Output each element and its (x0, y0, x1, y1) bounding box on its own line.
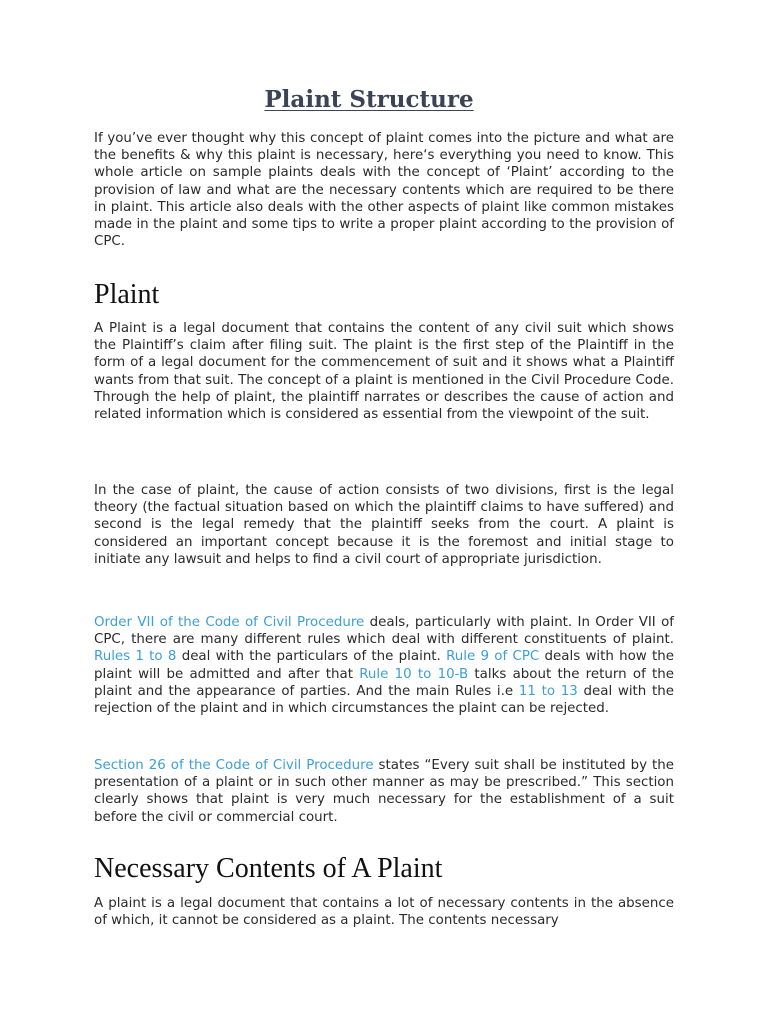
text-segment: deals with how the plaint will be admitted and after that (94, 649, 675, 682)
heading-plaint: Plaint (94, 279, 160, 310)
text-segment: deal with the rejection of the plaint and in which circumstances the plaint can be rejected. (94, 683, 674, 717)
plaint-paragraph-4 (94, 757, 674, 826)
text-segment: deals, particularly with plaint. In Order VII of CPC, there are many different rules which deal with different constituents of plaint. (94, 615, 674, 648)
plaint-paragraph-1: A Plaint is a legal document that contains the content of any civil suit which shows the Plaintiff’s claim after filing suit. The plaint is the first step of the Plaintiff in the form of a legal document for the commencement of suit and it shows what a Plaintiff wants from that suit. The concept of a plaint is mentioned in the Civil Procedure Code. Through the help of plaint, the plaintiff narrates or describes the cause of action and related information which is considered as essential from the viewpoint of the suit. (94, 321, 674, 423)
link-rule-9[interactable]: Rule 9 of CPC (446, 649, 540, 665)
text-segment: talks about the return of the plaint and the appearance of parties. And the main Rules i.e (94, 666, 674, 699)
link-rules-1-to-8[interactable]: Rules 1 to 8 (94, 649, 177, 665)
link-rule-10-to-10b[interactable]: Rule 10 to 10-B (359, 666, 469, 682)
text-segment: states “Every suit shall be instituted by the presentation of a plaint or in such other manner as may be prescribed.” This section clearly shows that plaint is very much necessary for the establishment of a suit before the civil or commercial court. (94, 758, 674, 825)
plaint-paragraph-2: In the case of plaint, the cause of action consists of two divisions, first is the legal theory (the factual situation based on which the plaintiff claims to have suffered) and second is the legal remedy that the plaintiff seeks from the court. A plaint is considered an important concept because it is the foremost and initial stage to initiate any lawsuit and helps to find a civil court of appropriate jurisdiction. (94, 483, 674, 567)
link-rules-11-to-13[interactable]: 11 to 13 (518, 683, 578, 699)
intro-paragraph: If you’ve ever thought why this concept of plaint comes into the picture and what are the benefits & why this plaint is necessary, here‘s everything you need to know. This whole article on sample plaints deals with the concept of ‘Plaint’ according to the provision of law and what are the necessary contents which are required to be there in plaint. This article also deals with the other aspects of plaint like common mistakes made in the plaint and some tips to write a proper plaint according to the provision of CPC. (94, 131, 674, 250)
page-title: Plaint Structure (264, 86, 474, 113)
text-segment: deal with the particulars of the plaint. (176, 649, 447, 665)
link-order-vii[interactable]: Order VII of the Code of Civil Procedure (94, 615, 365, 630)
link-section-26[interactable]: Section 26 of the Code of Civil Procedure (94, 758, 374, 773)
plaint-paragraph-3 (94, 614, 674, 717)
contents-paragraph-1: A plaint is a legal document that contains a lot of necessary contents in the absence of which, it cannot be considered as a plaint. The contents necessary (94, 896, 674, 929)
heading-necessary-contents: Necessary Contents of A Plaint (94, 853, 443, 884)
